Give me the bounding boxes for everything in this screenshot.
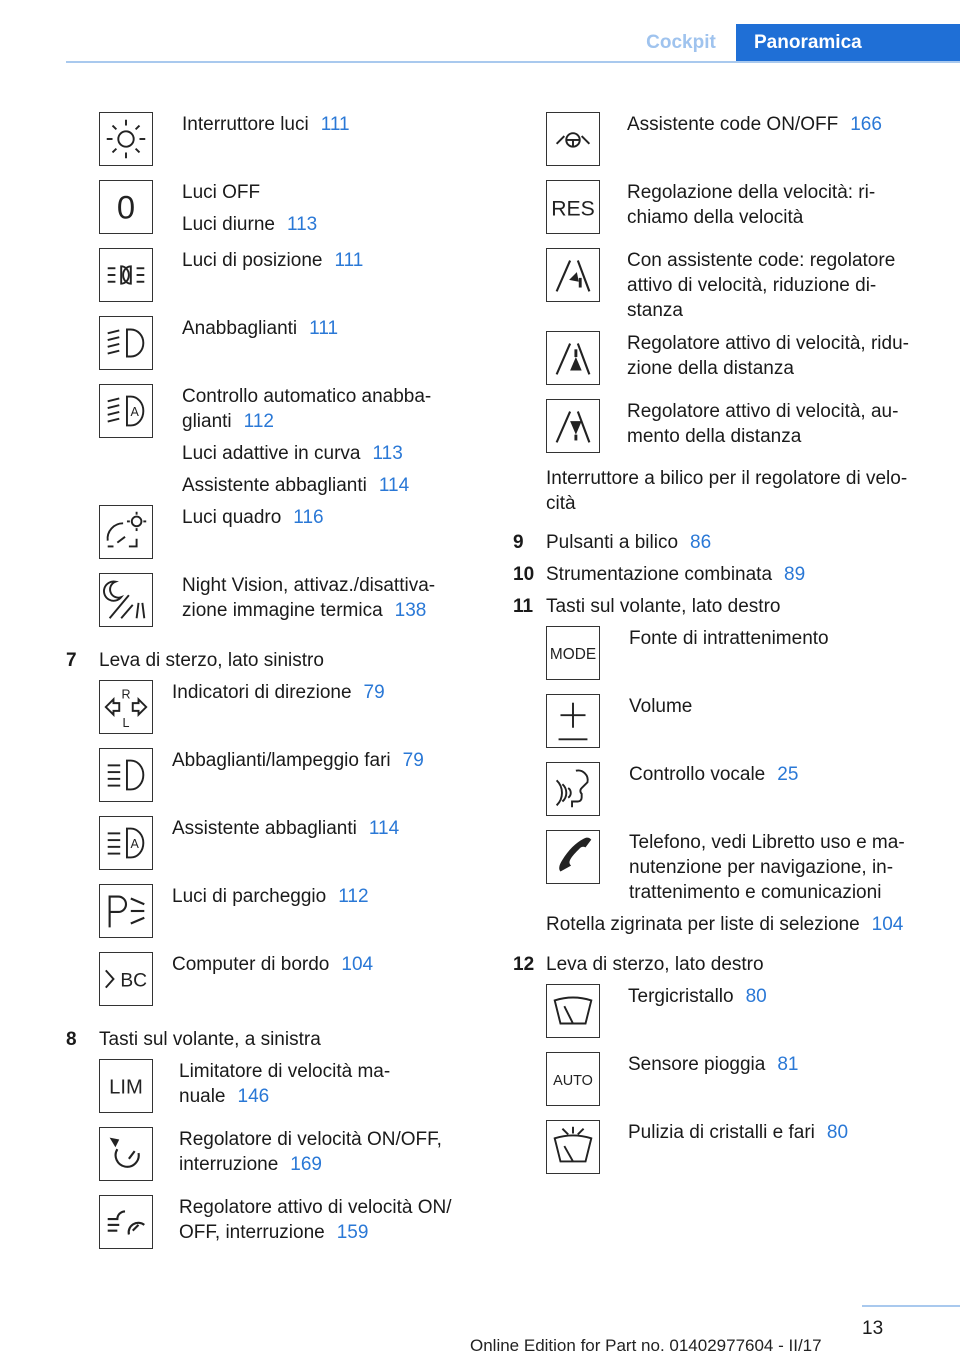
wiper-icon — [546, 984, 600, 1038]
list-item: Controllo automatico anabba- — [182, 386, 432, 407]
list-item: Luci diurne 113 — [182, 214, 318, 235]
lim-icon — [99, 1059, 153, 1113]
bc-label: BC — [120, 970, 148, 992]
res-icon — [546, 180, 600, 234]
section-title: Tasti sul volante, a sinistra — [99, 1029, 321, 1050]
high-beam-assist-label: A — [130, 836, 139, 851]
lim-label: LIM — [109, 1076, 143, 1099]
traffic-jam-assist-icon — [546, 112, 600, 166]
page-ref-link[interactable]: 112 — [338, 886, 369, 907]
active-cruise-icon — [99, 1195, 153, 1249]
page-ref-link[interactable]: 112 — [243, 411, 274, 432]
distance-reduce-2-icon — [546, 331, 600, 385]
list-item: Pulizia di cristalli e fari 80 — [628, 1122, 849, 1143]
header-chapter-tab[interactable]: Panoramica — [736, 24, 960, 62]
list-item: Con assistente code: regolatore — [627, 250, 896, 271]
list-item: Regolatore attivo di velocità, au- — [627, 401, 899, 422]
list-item: Assistente abbaglianti 114 — [172, 818, 400, 839]
mode-icon — [546, 626, 600, 680]
turn-signal-icon — [99, 680, 153, 734]
rocker-note: Interruttore a bilico per il regolatore di velo- — [546, 468, 908, 489]
page-ref-link[interactable]: 166 — [850, 114, 882, 135]
bc-icon — [99, 952, 153, 1006]
page-ref-link[interactable]: 138 — [394, 600, 427, 621]
turn-signal-l-label: L — [122, 716, 130, 731]
parking-lights-icon — [99, 248, 153, 302]
distance-reduce-icon — [546, 248, 600, 302]
list-item: Strumentazione combinata 89 — [546, 564, 806, 585]
list-item: Telefono, vedi Libretto uso e ma- — [629, 832, 905, 853]
page-ref-link[interactable]: 114 — [378, 475, 410, 496]
list-item: Assistente abbaglianti 114 — [182, 475, 410, 496]
section-number: 8 — [66, 1029, 77, 1050]
mode-label: MODE — [549, 645, 597, 663]
list-item: Anabbaglianti 111 — [182, 318, 339, 339]
list-item: Regolatore attivo di velocità, ridu- — [627, 333, 909, 354]
list-item: Rotella zigrinata per liste di selezione 104 — [546, 914, 904, 935]
light-switch-icon — [99, 112, 153, 166]
section-number: 12 — [513, 954, 535, 975]
page-ref-link[interactable]: 81 — [777, 1054, 799, 1075]
page-ref-link[interactable]: 104 — [871, 914, 904, 935]
page-ref-link[interactable]: 25 — [777, 764, 799, 785]
list-item: Abbaglianti/lampeggio fari 79 — [172, 750, 424, 771]
list-item: Luci di posizione 111 — [182, 250, 364, 271]
page-ref-link[interactable]: 113 — [286, 214, 318, 235]
volume-icon — [546, 694, 600, 748]
section-number: 11 — [513, 596, 534, 617]
list-item: nuale 146 — [179, 1086, 270, 1107]
page-ref-link[interactable]: 79 — [402, 750, 424, 771]
list-item: Sensore pioggia 81 — [628, 1054, 799, 1075]
page-ref-link[interactable]: 79 — [363, 682, 385, 703]
section-title: Tasti sul volante, lato destro — [546, 596, 781, 617]
header-divider — [66, 61, 960, 63]
washer-icon — [546, 1120, 600, 1174]
page-ref-link[interactable]: 111 — [334, 250, 364, 271]
night-vision-icon — [99, 573, 153, 627]
list-item: Controllo vocale 25 — [629, 764, 799, 785]
page-ref-link[interactable]: 116 — [293, 507, 324, 528]
list-item: attivo di velocità, riduzione di- — [627, 275, 877, 296]
list-item: Regolazione della velocità: ri- — [627, 182, 876, 203]
instrument-lights-icon — [99, 505, 153, 559]
list-item: Regolatore di velocità ON/OFF, — [179, 1129, 442, 1150]
page-number: 13 — [862, 1318, 884, 1339]
phone-icon — [546, 830, 600, 884]
auto-label: A — [130, 404, 139, 419]
list-item: Volume — [629, 696, 693, 717]
list-item: Luci adattive in curva 113 — [182, 443, 403, 464]
list-item: trattenimento e comunicazioni — [629, 882, 882, 903]
footer-divider — [862, 1305, 960, 1307]
voice-control-icon — [546, 762, 600, 816]
section-number: 9 — [513, 532, 524, 553]
list-item: chiamo della velocità — [627, 207, 804, 228]
turn-signal-r-label: R — [121, 687, 131, 702]
page-ref-link[interactable]: 111 — [320, 114, 350, 135]
page-ref-link[interactable]: 146 — [237, 1086, 270, 1107]
page-ref-link[interactable]: 104 — [341, 954, 374, 975]
page-ref-link[interactable]: 114 — [368, 818, 400, 839]
section-title: Leva di sterzo, lato sinistro — [99, 650, 324, 671]
rocker-note: cità — [546, 493, 576, 514]
lights-off-label: 0 — [116, 188, 136, 226]
list-item: Assistente code ON/OFF 166 — [627, 114, 882, 135]
list-item: OFF, interruzione 159 — [179, 1222, 369, 1243]
list-item: stanza — [627, 300, 683, 321]
list-item: zione della distanza — [627, 358, 794, 379]
list-item: Night Vision, attivaz./disattiva- — [182, 575, 436, 596]
list-item: Luci di parcheggio 112 — [172, 886, 369, 907]
cruise-control-icon — [99, 1127, 153, 1181]
list-item: Interruttore luci 111 — [182, 114, 350, 135]
list-item: Regolatore attivo di velocità ON/ — [179, 1197, 452, 1218]
auto-wiper-label: AUTO — [553, 1072, 593, 1089]
page-ref-link[interactable]: 80 — [745, 986, 767, 1007]
list-item: mento della distanza — [627, 426, 802, 447]
list-item: Luci OFF — [182, 182, 261, 203]
list-item: Tergicristallo 80 — [628, 986, 767, 1007]
low-beam-icon — [99, 316, 153, 370]
page-ref-link[interactable]: 86 — [690, 532, 712, 553]
page-ref-link[interactable]: 111 — [309, 318, 339, 339]
page-ref-link[interactable]: 80 — [826, 1122, 849, 1143]
page-ref-link[interactable]: 113 — [372, 443, 403, 464]
parking-light-icon — [99, 884, 153, 938]
list-item: interruzione 169 — [179, 1154, 322, 1175]
lights-off-icon — [99, 180, 153, 234]
page-ref-link[interactable]: 159 — [336, 1222, 369, 1243]
rain-sensor-icon — [546, 1052, 600, 1106]
page-ref-link[interactable]: 169 — [290, 1154, 322, 1175]
high-beam-assist-icon — [99, 816, 153, 870]
list-item: Luci quadro 116 — [182, 507, 324, 528]
list-item: Limitatore di velocità ma- — [179, 1061, 391, 1082]
list-item: nutenzione per navigazione, in- — [629, 857, 894, 878]
list-item: Indicatori di direzione 79 — [172, 682, 385, 703]
res-label: RES — [551, 197, 595, 221]
high-beam-icon — [99, 748, 153, 802]
header-section-tab[interactable]: Cockpit — [646, 32, 716, 53]
list-item: Pulsanti a bilico 86 — [546, 532, 712, 553]
section-number: 7 — [66, 650, 77, 671]
list-item: glianti 112 — [182, 411, 274, 432]
page-ref-link[interactable]: 89 — [784, 564, 806, 585]
footer-edition: Online Edition for Part no. 01402977604 - II/17 — [470, 1336, 822, 1355]
list-item: Fonte di intrattenimento — [629, 628, 829, 649]
list-item: zione immagine termica 138 — [182, 600, 427, 621]
auto-low-beam-icon — [99, 384, 153, 438]
section-title: Leva di sterzo, lato destro — [546, 954, 764, 975]
list-item: Computer di bordo 104 — [172, 954, 374, 975]
distance-increase-icon — [546, 399, 600, 453]
section-number: 10 — [513, 564, 535, 585]
